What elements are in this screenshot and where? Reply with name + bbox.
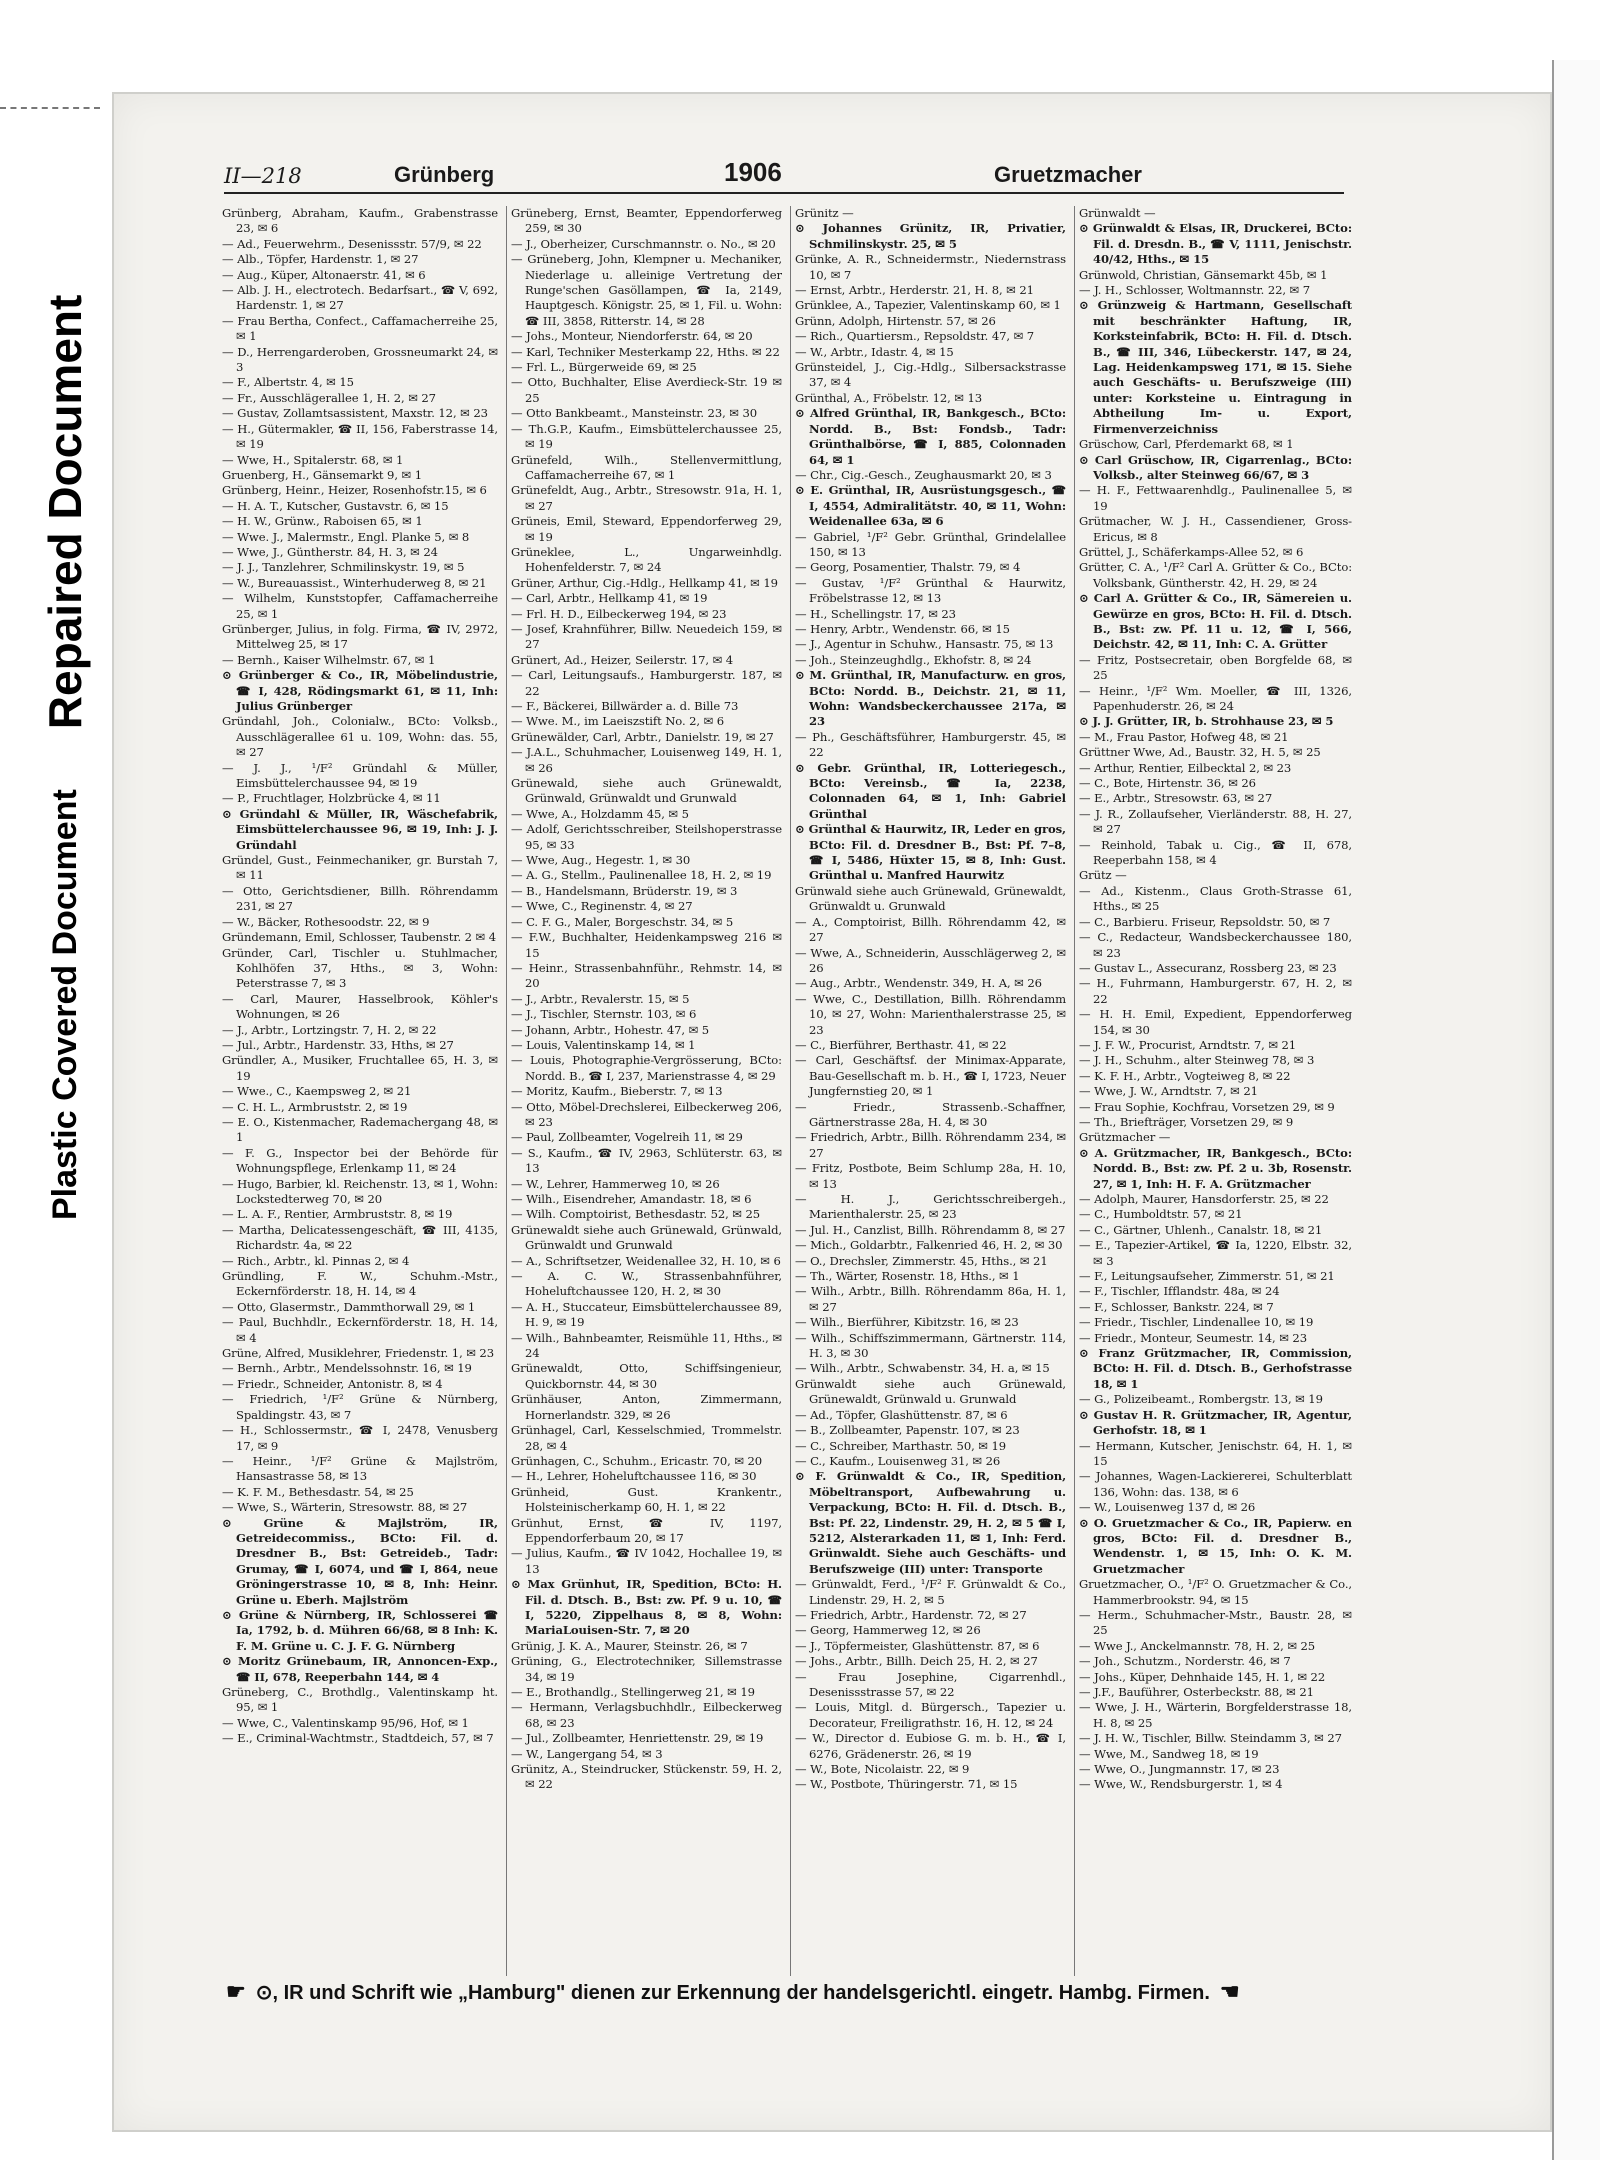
directory-entry: — Georg, Posamentier, Thalstr. 79, ✉ 4: [795, 560, 1021, 575]
directory-entry: — Johannes, Wagen-Lackiererei, Schulterblatt 136, Wohn: das. 138, ✉ 6: [1079, 1469, 1352, 1499]
directory-page: [112, 92, 1552, 2132]
directory-entry: — F., Leitungsaufseher, Zimmerstr. 51, ✉ 21: [1079, 1269, 1335, 1284]
directory-entry: — Grünwaldt, Ferd., ¹/F² F. Grünwaldt & Co., Lindenstr. 29, H. 2, ✉ 5: [795, 1577, 1066, 1607]
directory-entry: — Wwe., C., Kaempsweg 2, ✉ 21: [222, 1084, 412, 1099]
directory-entry: — Friedrich, ¹/F² Grüne & Nürnberg, Spaldingstr. 43, ✉ 7: [222, 1392, 498, 1422]
directory-entry: ⊙ E. Grünthal, IR, Ausrüstungsgesch., ☎ I, 4554, Admiralitätstr. 40, ✉ 11, Wohn: Weidenallee 63a, ✉ 6: [795, 483, 1066, 529]
directory-entry: — Ph., Geschäftsführer, Hamburgerstr. 45, ✉ 22: [795, 729, 1066, 760]
edge-dash-mark: [0, 107, 100, 109]
directory-entry: ⊙ O. Gruetzmacher & Co., IR, Papierw. en gros, BCto: Fil. d. Dresdner B., Wendenstr. 1, ✉ 15, Inh: O. K. M. Gruetzmacher: [1079, 1515, 1352, 1576]
footer-note: ⊙, IR und Schrift wie „Hamburg" dienen zur Erkennung der handelsgerichtl. eingetr. Hambg. Firmen.: [255, 1981, 1210, 2004]
directory-entry: — C., Bote, Hirtenstr. 36, ✉ 26: [1079, 776, 1256, 791]
directory-entry: Grünwaldt siehe auch Grünewald, Grünewaldt, Grünwald u. Grunwald: [795, 1376, 1066, 1407]
column-3: [790, 206, 1066, 1976]
directory-entry: — Aug., Küper, Altonaerstr. 41, ✉ 6: [222, 267, 426, 282]
directory-entry: — J., Arbtr., Revalerstr. 15, ✉ 5: [511, 991, 690, 1006]
directory-entry: — Aug., Arbtr., Wendenstr. 349, H. A, ✉ 26: [795, 976, 1042, 991]
directory-entry: — H., Fuhrmann, Hamburgerstr. 67, H. 2, ✉ 22: [1079, 976, 1352, 1006]
directory-entry: Grünefeldt, Aug., Arbtr., Stresowstr. 91a, H. 1, ✉ 27: [511, 483, 782, 513]
directory-entry: — Carl, Geschäftsf. der Minimax-Apparate, Bau-Gesellschaft m. b. H., ☎ I, 1723, Neuer Jungfernstieg 20, ✉ 1: [795, 1053, 1066, 1099]
directory-entry: — Josef, Krahnführer, Billw. Neuedeich 159, ✉ 27: [511, 621, 782, 652]
directory-entry: — Wwe, S., Wärterin, Stresowstr. 88, ✉ 27: [222, 1500, 468, 1515]
directory-entry: — Rich., Quartiersm., Repsoldstr. 47, ✉ 7: [795, 329, 1035, 344]
directory-entry: Grünberger, Julius, in folg. Firma, ☎ IV, 2972, Mittelweg 25, ✉ 17: [222, 621, 498, 652]
directory-entry: — Johs., Monteur, Niendorferstr. 64, ✉ 20: [511, 329, 753, 344]
directory-entry: Grützmacher —: [1079, 1130, 1171, 1145]
header-first-word: Grünberg: [394, 162, 495, 187]
directory-entry: — Johann, Arbtr., Hohestr. 47, ✉ 5: [511, 1022, 710, 1037]
directory-entry: — J., Tischler, Sternstr. 103, ✉ 6: [511, 1007, 697, 1022]
directory-entry: — Jul., Zollbeamter, Henriettenstr. 29, ✉ 19: [511, 1731, 764, 1746]
directory-entry: Grünheid, Gust. Krankentr., Holsteinischerkamp 60, H. 1, ✉ 22: [511, 1484, 782, 1515]
directory-entry: — W., Bäcker, Rothesoodstr. 22, ✉ 9: [222, 914, 430, 929]
page-header: [224, 154, 1344, 194]
directory-entry: Gruetzmacher, O., ¹/F² O. Gruetzmacher & Co., Hammerbrookstr. 94, ✉ 15: [1079, 1577, 1352, 1607]
directory-entry: — Wilh. Comptoirist, Bethesdastr. 52, ✉ 25: [511, 1207, 761, 1222]
directory-entry: — F., Bäckerei, Billwärder a. d. Bille 73: [511, 699, 739, 713]
directory-entry: — Jul., Arbtr., Hardenstr. 33, Hths, ✉ 27: [222, 1037, 454, 1052]
directory-entry: — C., Kaufm., Louisenweg 31, ✉ 26: [795, 1453, 1001, 1468]
directory-entry: — Frl. H. D., Eilbeckerweg 194, ✉ 23: [511, 606, 727, 621]
directory-entry: Grüning, G., Electrotechniker, Sillemstrasse 34, ✉ 19: [511, 1654, 782, 1684]
directory-entry: — Fritz, Postsecretair, oben Borgfelde 68, ✉ 25: [1079, 652, 1352, 683]
directory-entry: — P., Fruchtlager, Holzbrücke 4, ✉ 11: [222, 791, 441, 806]
header-year: 1906: [724, 157, 782, 187]
directory-entry: Grünig, J. K. A., Maurer, Steinstr. 26, ✉ 7: [511, 1638, 748, 1653]
directory-entry: — J., Oberheizer, Curschmannstr. o. No., ✉ 20: [511, 236, 776, 251]
directory-entry: — Johs., Küper, Dehnhaide 145, H. 1, ✉ 22: [1079, 1669, 1326, 1684]
directory-entry: — F., Schlosser, Bankstr. 224, ✉ 7: [1079, 1299, 1274, 1314]
directory-entry: Grütter, C. A., ¹/F² Carl A. Grütter & Co., BCto: Volksbank, Güntherstr. 42, H. 29, ✉ 24: [1079, 560, 1352, 590]
directory-entry: Grüschow, Carl, Pferdemarkt 68, ✉ 1: [1079, 437, 1294, 452]
directory-entry: Gründer, Carl, Tischler u. Stuhlmacher, Kohlhöfen 37, Hths., ✉ 3, Wohn: Peterstrasse 7, ✉ 3: [222, 945, 498, 991]
directory-entry: Grüner, Arthur, Cig.-Hdlg., Hellkamp 41, ✉ 19: [511, 575, 778, 590]
directory-entry: ⊙ A. Grützmacher, IR, Bankgesch., BCto: Nordd. B., Bst: zw. Pf. 2 u. 3b, Rosenstr. 27, ✉ 1, Inh: H. F. A. Grützmacher: [1079, 1145, 1352, 1191]
directory-entry: — J. J., ¹/F² Gründahl & Müller, Eimsbüttelerchaussee 94, ✉ 19: [222, 760, 498, 791]
directory-entry: Grüneberg, Ernst, Beamter, Eppendorferweg 259, ✉ 30: [511, 206, 782, 236]
directory-entry: — A. G., Stellm., Paulinenallee 18, H. 2, ✉ 19: [511, 868, 772, 883]
directory-entry: ⊙ Franz Grützmacher, IR, Commission, BCto: H. Fil. d. Dtsch. B., Gerhofstrasse 18, ✉ 1: [1079, 1346, 1352, 1391]
directory-entry: — Wwe, O., Jungmannstr. 17, ✉ 23: [1079, 1762, 1280, 1777]
directory-entry: — Carl, Maurer, Hasselbrook, Köhler's Wohnungen, ✉ 26: [222, 991, 498, 1022]
directory-entry: ⊙ Alfred Grünthal, IR, Bankgesch., BCto: Nordd. B., Bst: Fondsb., Tadr: Grünthalbörse, ☎ I, 885, Colonnaden 64, ✉ 1: [795, 406, 1066, 467]
directory-entry: Grüttner Wwe, Ad., Baustr. 32, H. 5, ✉ 25: [1079, 745, 1321, 760]
directory-entry: — Jul. H., Canzlist, Billh. Röhrendamm 8, ✉ 27: [795, 1222, 1066, 1237]
directory-entry: Grünwaldt —: [1079, 206, 1156, 220]
directory-entry: — Wwe, C., Valentinskamp 95/96, Hof, ✉ 1: [222, 1715, 469, 1730]
directory-entry: — Gustav, Zollamtsassistent, Maxstr. 12, ✉ 23: [222, 406, 488, 421]
directory-entry: Grüneis, Emil, Steward, Eppendorferweg 29, ✉ 19: [511, 514, 782, 544]
directory-entry: — E., Brothandlg., Stellingerweg 21, ✉ 19: [511, 1685, 755, 1699]
directory-entry: — F., Albertstr. 4, ✉ 15: [222, 375, 354, 390]
directory-entry: — Friedrich, Arbtr., Billh. Röhrendamm 234, ✉ 27: [795, 1130, 1066, 1160]
directory-entry: — Paul, Zollbeamter, Vogelreih 11, ✉ 29: [511, 1130, 743, 1145]
directory-entry: — K. F. M., Bethesdastr. 54, ✉ 25: [222, 1484, 414, 1499]
directory-entry: — Mich., Goldarbtr., Falkenried 46, H. 2, ✉ 30: [795, 1238, 1063, 1253]
directory-entry: — W., Louisenweg 137 d, ✉ 26: [1079, 1500, 1256, 1515]
directory-entry: — Martha, Delicatessengeschäft, ☎ III, 4135, Richardstr. 4a, ✉ 22: [222, 1222, 498, 1253]
directory-entry: — Karl, Techniker Mesterkamp 22, Hths. ✉ 22: [511, 344, 780, 359]
directory-entry: — L. A. F., Rentier, Armbruststr. 8, ✉ 19: [222, 1207, 453, 1222]
directory-entry: — H. F., Fettwaarenhdlg., Paulinenallee 5, ✉ 19: [1079, 483, 1352, 513]
repaired-document-label: Repaired Document: [39, 294, 91, 730]
directory-entry: ⊙ F. Grünwaldt & Co., IR, Spedition, Möbeltransport, Aufbewahrung u. Verpackung, BCto: H. Fil. d. Dtsch. B., Bst: Pf. 22, Lindenstr. 29, H. 2, ✉ 5 ☎ I, 5212, Alsterarkaden 11, ✉ 1, Inh: Ferd. Grünwaldt. Siehe auch Geschäfts- und Berufszweige (III) unter: Transporte: [795, 1469, 1066, 1576]
directory-entry: ⊙ Grünthal & Haurwitz, IR, Leder en gros, BCto: Fil. d. Dresdner B., Bst: Pf. 7–8, ☎ I, 5486, Hüxter 15, ✉ 8, Inh: Gust. Grünthal u. Manfred Haurwitz: [795, 822, 1066, 883]
directory-entry: — J. F. W., Procurist, Arndtstr. 7, ✉ 21: [1079, 1037, 1297, 1052]
directory-entry: Grütz —: [1079, 868, 1127, 883]
directory-entry: — J., Arbtr., Lortzingstr. 7, H. 2, ✉ 22: [222, 1022, 437, 1037]
directory-entry: — C., Redacteur, Wandsbeckerchaussee 180, ✉ 23: [1079, 930, 1352, 960]
pointing-hand-left-icon: ☛: [226, 1979, 246, 2004]
directory-entry: — J., Agentur in Schuhw., Hansastr. 75, ✉ 13: [795, 637, 1054, 652]
directory-entry: — Joh., Schutzm., Norderstr. 46, ✉ 7: [1079, 1654, 1291, 1669]
directory-entry: — Wilh., Bierführer, Kibitzstr. 16, ✉ 23: [795, 1315, 1019, 1330]
directory-entry: — Friedr., Tischler, Lindenallee 10, ✉ 19: [1079, 1315, 1314, 1330]
directory-entry: — G., Polizeibeamt., Rombergstr. 13, ✉ 19: [1079, 1392, 1323, 1407]
directory-entry: — F. G., Inspector bei der Behörde für Wohnungspflege, Erlenkamp 11, ✉ 24: [222, 1145, 498, 1176]
directory-entry: — J.F., Bauführer, Osterbeckstr. 88, ✉ 21: [1079, 1685, 1314, 1699]
directory-entry: — Gustav L., Assecuranz, Rossberg 23, ✉ 23: [1079, 960, 1337, 975]
directory-entry: — Wilh., Eisendreher, Amandastr. 18, ✉ 6: [511, 1192, 752, 1206]
directory-entry: — B., Zollbeamter, Papenstr. 107, ✉ 23: [795, 1423, 1020, 1438]
directory-entry: ⊙ Johannes Grünitz, IR, Privatier, Schmilinskystr. 25, ✉ 5: [795, 221, 1066, 251]
directory-entry: — Th., Briefträger, Vorsetzen 29, ✉ 9: [1079, 1114, 1294, 1129]
directory-entry: Grünthal, A., Fröbelstr. 12, ✉ 13: [795, 390, 983, 405]
directory-entry: — Herm., Schuhmacher-Mstr., Baustr. 28, ✉ 25: [1079, 1607, 1352, 1638]
directory-entry: — Hermann, Verlagsbuchhdlr., Eilbeckerweg 68, ✉ 23: [511, 1700, 782, 1730]
directory-entry: — Louis, Photographie-Vergrösserung, BCto: Nordd. B., ☎ I, 237, Marienstrasse 4, ✉ 29: [511, 1053, 782, 1083]
directory-entry: Gründemann, Emil, Schlosser, Taubenstr. 2 ✉ 4: [222, 930, 497, 945]
page-number: II—218: [224, 164, 302, 188]
directory-columns: [222, 206, 1352, 1976]
directory-entry: — Wwe, J., Güntherstr. 84, H. 3, ✉ 24: [222, 544, 438, 559]
directory-entry: — M., Frau Pastor, Hofweg 48, ✉ 21: [1079, 729, 1289, 744]
directory-entry: — J. H., Schuhm., alter Steinweg 78, ✉ 3: [1079, 1053, 1315, 1068]
directory-entry: — Ad., Kistenm., Claus Groth-Strasse 61, Hths., ✉ 25: [1079, 883, 1352, 914]
directory-entry: — Adolf, Gerichtsschreiber, Steilshoperstrasse 95, ✉ 33: [511, 822, 782, 852]
directory-entry: ⊙ Gustav H. R. Grützmacher, IR, Agentur, Gerhofstr. 18, ✉ 1: [1079, 1407, 1352, 1438]
directory-entry: Grünsteidel, J., Cig.-Hdlg., Silbersackstrasse 37, ✉ 4: [795, 360, 1066, 390]
directory-entry: ⊙ Grünberger & Co., IR, Möbelindustrie, ☎ I, 428, Rödingsmarkt 61, ✉ 11, Inh: Julius Grünberger: [222, 668, 498, 713]
directory-entry: — J.A.L., Schuhmacher, Louisenweg 149, H. 1, ✉ 26: [511, 745, 782, 775]
directory-entry: — H. W., Grünw., Raboisen 65, ✉ 1: [222, 514, 423, 529]
directory-entry: — E., Criminal-Wachtmstr., Stadtdeich, 57, ✉ 7: [222, 1731, 494, 1746]
directory-entry: — D., Herrengarderoben, Grossneumarkt 24, ✉ 3: [222, 344, 498, 375]
adjacent-page-edge: [1552, 60, 1600, 2160]
column-2: [506, 206, 782, 1976]
directory-entry: — Otto, Glasermstr., Dammthorwall 29, ✉ 1: [222, 1299, 476, 1314]
directory-entry: — Friedr., Schneider, Antonistr. 8, ✉ 4: [222, 1376, 443, 1391]
directory-entry: Grünhagen, C., Schuhm., Ericastr. 70, ✉ 20: [511, 1453, 763, 1468]
directory-entry: — Otto, Gerichtsdiener, Billh. Röhrendamm 231, ✉ 27: [222, 883, 498, 914]
directory-entry: — Bernh., Kaiser Wilhelmstr. 67, ✉ 1: [222, 652, 436, 667]
directory-entry: — J. H. W., Tischler, Billw. Steindamm 3, ✉ 27: [1079, 1731, 1342, 1746]
directory-entry: — Frau Josephine, Cigarrenhdl., Desenissstrasse 57, ✉ 22: [795, 1669, 1066, 1699]
directory-entry: — Chr., Cig.-Gesch., Zeughausmarkt 20, ✉ 3: [795, 467, 1052, 482]
directory-entry: — Gustav, ¹/F² Grünthal & Haurwitz, Fröbelstrasse 12, ✉ 13: [795, 575, 1066, 606]
directory-entry: — Gabriel, ¹/F² Gebr. Grünthal, Grindelallee 150, ✉ 13: [795, 529, 1066, 559]
directory-entry: Grünwold, Christian, Gänsemarkt 45b, ✉ 1: [1079, 267, 1328, 282]
directory-entry: — J., Töpfermeister, Glashüttenstr. 87, ✉ 6: [795, 1638, 1040, 1653]
directory-entry: Gründel, Gust., Feinmechaniker, gr. Burstah 7, ✉ 11: [222, 853, 498, 883]
directory-entry: — Rich., Arbtr., kl. Pinnas 2, ✉ 4: [222, 1253, 410, 1268]
directory-entry: — F.W., Buchhalter, Heidenkampsweg 216 ✉ 15: [511, 930, 782, 960]
directory-entry: — E., Arbtr., Stresowstr. 63, ✉ 27: [1079, 791, 1273, 806]
directory-entry: Gründler, A., Musiker, Fruchtallee 65, H. 3, ✉ 19: [222, 1053, 498, 1083]
side-label: [30, 120, 100, 1220]
directory-entry: — Frau Sophie, Kochfrau, Vorsetzen 29, ✉ 9: [1079, 1099, 1335, 1114]
directory-entry: Grüneklee, L., Ungarweinhdlg. Hohenfelderstr. 7, ✉ 24: [511, 544, 782, 575]
directory-entry: Grünklee, A., Tapezier, Valentinskamp 60, ✉ 1: [795, 298, 1061, 313]
directory-entry: — Wwe, H., Spitalerstr. 68, ✉ 1: [222, 452, 404, 467]
directory-entry: — E., Tapezier-Artikel, ☎ Ia, 1220, Elbstr. 32, ✉ 3: [1079, 1238, 1352, 1268]
directory-entry: Grünhäuser, Anton, Zimmermann, Hornerlandstr. 329, ✉ 26: [511, 1392, 782, 1422]
directory-entry: — F., Tischler, Ifflandstr. 48a, ✉ 24: [1079, 1284, 1280, 1299]
directory-entry: — C., Barbieru. Friseur, Repsoldstr. 50, ✉ 7: [1079, 914, 1331, 929]
directory-entry: — Otto Bankbeamt., Mansteinstr. 23, ✉ 30: [511, 406, 758, 421]
directory-entry: Grünitz, A., Steindrucker, Stückenstr. 59, H. 2, ✉ 22: [511, 1762, 782, 1792]
directory-entry: — S., Kaufm., ☎ IV, 2963, Schlüterstr. 63, ✉ 13: [511, 1145, 782, 1176]
directory-entry: — Wilh., Arbtr., Billh. Röhrendamm 86a, H. 1, ✉ 27: [795, 1284, 1066, 1314]
directory-entry: — Th., Wärter, Rosenstr. 18, Hths., ✉ 1: [795, 1269, 1020, 1284]
directory-entry: — B., Handelsmann, Brüderstr. 19, ✉ 3: [511, 883, 738, 898]
directory-entry: — Wilh., Bahnbeamter, Reismühle 11, Hths., ✉ 24: [511, 1330, 782, 1361]
directory-entry: — Hermann, Kutscher, Jenischstr. 64, H. 1, ✉ 15: [1079, 1438, 1352, 1468]
directory-entry: — H. J., Gerichtsschreibergeh., Marienthalerstr. 25, ✉ 23: [795, 1192, 1066, 1222]
directory-entry: ⊙ Grüne & Nürnberg, IR, Schlosserei ☎ Ia, 1792, b. d. Mühren 66/68, ✉ 8 Inh: K. F. M. Grüne u. C. J. F. G. Nürnberg: [222, 1607, 498, 1653]
directory-entry: — W., Langergang 54, ✉ 3: [511, 1746, 663, 1761]
directory-entry: ⊙ J. J. Grütter, IR, b. Strohhause 23, ✉ 5: [1079, 714, 1334, 729]
directory-entry: Grünewaldt, Otto, Schiffsingenieur, Quickbornstr. 44, ✉ 30: [511, 1361, 782, 1391]
directory-entry: — Wwe, J. W., Arndtstr. 7, ✉ 21: [1079, 1084, 1258, 1099]
directory-entry: — Wwe J., Anckelmannstr. 78, H. 2, ✉ 25: [1079, 1638, 1316, 1653]
directory-entry: — Otto, Möbel-Drechslerei, Eilbeckerweg 206, ✉ 23: [511, 1099, 782, 1129]
directory-entry: — C., Humboldtstr. 57, ✉ 21: [1079, 1207, 1243, 1222]
directory-entry: — Friedr., Monteur, Seumestr. 14, ✉ 23: [1079, 1330, 1307, 1345]
directory-entry: — Louis, Valentinskamp 14, ✉ 1: [511, 1037, 696, 1052]
directory-entry: Grünn, Adolph, Hirtenstr. 57, ✉ 26: [795, 313, 996, 328]
directory-entry: — Wwe, C., Reginenstr. 4, ✉ 27: [511, 899, 693, 914]
directory-entry: Grünke, A. R., Schneidermstr., Niedernstrass 10, ✉ 7: [795, 252, 1066, 282]
directory-entry: — Carl, Leitungsaufs., Hamburgerstr. 187, ✉ 22: [511, 668, 782, 698]
directory-entry: — Wwe, Aug., Hegestr. 1, ✉ 30: [511, 853, 691, 868]
directory-entry: — W., Postbote, Thüringerstr. 71, ✉ 15: [795, 1777, 1018, 1792]
directory-entry: — Ad., Töpfer, Glashüttenstr. 87, ✉ 6: [795, 1407, 1008, 1422]
directory-entry: ⊙ Gründahl & Müller, IR, Wäschefabrik, Eimsbüttelerchaussee 96, ✉ 19, Inh: J. J. Gründahl: [222, 806, 498, 852]
directory-entry: — Moritz, Kaufm., Bieberstr. 7, ✉ 13: [511, 1084, 723, 1099]
column-4: [1074, 206, 1352, 1976]
directory-entry: — Adolph, Maurer, Hansdorferstr. 25, ✉ 22: [1079, 1192, 1329, 1206]
directory-entry: — Alb. J. H., electrotech. Bedarfsart., ☎ V, 692, Hardenstr. 1, ✉ 27: [222, 283, 498, 313]
directory-entry: — Friedrich, Arbtr., Hardenstr. 72, ✉ 27: [795, 1607, 1027, 1622]
directory-entry: — Wwe, W., Rendsburgerstr. 1, ✉ 4: [1079, 1777, 1283, 1792]
directory-entry: — O., Drechsler, Zimmerstr. 45, Hths., ✉ 21: [795, 1253, 1048, 1268]
directory-entry: — Wwe, M., Sandweg 18, ✉ 19: [1079, 1746, 1259, 1761]
directory-entry: Grüttel, J., Schäferkamps-Allee 52, ✉ 6: [1079, 544, 1304, 559]
directory-entry: — Hugo, Barbier, kl. Reichenstr. 13, ✉ 1, Wohn: Lockstedterweg 70, ✉ 20: [222, 1176, 498, 1206]
directory-entry: — H. H. Emil, Expedient, Eppendorferweg 154, ✉ 30: [1079, 1007, 1352, 1037]
directory-entry: Grüneberg, C., Brothdlg., Valentinskamp ht. 95, ✉ 1: [222, 1685, 498, 1715]
directory-entry: — Reinhold, Tabak u. Cig., ☎ II, 678, Reeperbahn 158, ✉ 4: [1079, 837, 1352, 868]
directory-entry: — Ad., Feuerwehrm., Desenissstr. 57/9, ✉ 22: [222, 236, 482, 251]
directory-entry: — C., Bierführer, Berthastr. 41, ✉ 22: [795, 1037, 1007, 1052]
directory-entry: — Paul, Buchhdlr., Eckernförderstr. 18, H. 14, ✉ 4: [222, 1315, 498, 1345]
directory-entry: — Georg, Hammerweg 12, ✉ 26: [795, 1623, 981, 1638]
directory-entry: ⊙ Carl Grüschow, IR, Cigarrenlag., BCto: Volksb., alter Steinweg 66/67, ✉ 3: [1079, 452, 1352, 482]
directory-entry: — Heinr., Strassenbahnführ., Rehmstr. 14, ✉ 20: [511, 960, 782, 991]
directory-entry: Grünhut, Ernst, ☎ IV, 1197, Eppendorferbaum 20, ✉ 17: [511, 1515, 782, 1545]
directory-entry: — A. C. W., Strassenbahnführer, Hoheluftchaussee 120, H. 2, ✉ 30: [511, 1269, 782, 1299]
directory-entry: — Wwe. J., Malermstr., Engl. Planke 5, ✉ 8: [222, 529, 470, 544]
column-1: [222, 206, 498, 1976]
directory-entry: — Fr., Ausschlägerallee 1, H. 2, ✉ 27: [222, 390, 436, 405]
directory-entry: — W., Arbtr., Idastr. 4, ✉ 15: [795, 344, 954, 359]
directory-entry: — Ernst, Arbtr., Herderstr. 21, H. 8, ✉ 21: [795, 283, 1034, 298]
directory-entry: ⊙ Gebr. Grünthal, IR, Lotteriegesch., BCto: Vereinsb., ☎ Ia, 2238, Colonnaden 64, ✉ 1, Inh: Gabriel Grünthal: [795, 760, 1066, 821]
directory-entry: — Louis, Mitgl. d. Bürgersch., Tapezier u. Decorateur, Freiligrathstr. 16, H. 12, ✉ 24: [795, 1700, 1066, 1730]
directory-entry: — Wwe, A., Schneiderin, Ausschlägerweg 2, ✉ 26: [795, 945, 1066, 975]
directory-entry: — C., Gärtner, Uhlenh., Canalstr. 18, ✉ 21: [1079, 1222, 1323, 1237]
directory-entry: Grünefeld, Wilh., Stellenvermittlung, Caffamacherreihe 67, ✉ 1: [511, 452, 782, 482]
directory-entry: Grütmacher, W. J. H., Cassendiener, Gross-Ericus, ✉ 8: [1079, 514, 1352, 544]
plastic-covered-label: Plastic Covered Document: [45, 789, 84, 1220]
directory-entry: Grüne, Alfred, Musiklehrer, Friedenstr. 1, ✉ 23: [222, 1346, 494, 1361]
directory-entry: Gründahl, Joh., Colonialw., BCto: Volksb., Ausschlägerallee 61 u. 109, Wohn: das. 55, ✉ 27: [222, 714, 498, 760]
directory-entry: Grünwald siehe auch Grünewald, Grünewaldt, Grünwaldt u. Grunwald: [795, 883, 1066, 914]
directory-entry: Grünewald, siehe auch Grünewaldt, Grünwald, Grünwaldt und Grunwald: [511, 776, 782, 806]
directory-entry: ⊙ Grünzweig & Hartmann, Gesellschaft mit beschränkter Haftung, IR, Korksteinfabrik, BCto: H. Fil. d. Dtsch. B., ☎ III, 346, Lübeckerstr. 147, ✉ 24, Lag. Heidenkampsweg 171, ✉ 15. Siehe auch Geschäfts- u. Berufszweige (III) unter: Korksteine u. Eintragung in Abtheilung Im- u. Export, Firmenverzeichniss: [1079, 298, 1352, 436]
directory-entry: — H. A. T., Kutscher, Gustavstr. 6, ✉ 15: [222, 498, 449, 513]
directory-entry: ⊙ Moritz Grünebaum, IR, Annoncen-Exp., ☎ II, 678, Reeperbahn 144, ✉ 4: [222, 1654, 498, 1684]
directory-entry: — Julius, Kaufm., ☎ IV 1042, Hochallee 19, ✉ 13: [511, 1546, 782, 1576]
directory-entry: Grünewaldt siehe auch Grünewald, Grünwald, Grünwaldt und Grunwald: [511, 1222, 782, 1253]
directory-entry: — Wwe. M., im Laeiszstift No. 2, ✉ 6: [511, 714, 725, 729]
directory-entry: — Carl, Arbtr., Hellkamp 41, ✉ 19: [511, 591, 708, 606]
directory-entry: Grünitz —: [795, 206, 854, 220]
directory-entry: — Johs., Arbtr., Billh. Deich 25, H. 2, ✉ 27: [795, 1654, 1038, 1669]
directory-entry: — W., Bote, Nicolaistr. 22, ✉ 9: [795, 1762, 970, 1777]
directory-entry: — A. H., Stuccateur, Eimsbüttelerchaussee 89, H. 9, ✉ 19: [511, 1299, 782, 1330]
directory-entry: — C. H. L., Armbruststr. 2, ✉ 19: [222, 1099, 408, 1114]
directory-entry: — W., Bureauassist., Winterhuderweg 8, ✉ 21: [222, 575, 487, 590]
directory-entry: — Heinr., ¹/F² Grüne & Majlström, Hansastrasse 58, ✉ 13: [222, 1453, 498, 1484]
directory-entry: ⊙ Grünwaldt & Elsas, IR, Druckerei, BCto: Fil. d. Dresdn. B., ☎ V, 1111, Jenischstr. 40/42, Hths., ✉ 15: [1079, 221, 1352, 267]
directory-entry: — Friedr., Strassenb.-Schaffner, Gärtnerstrasse 28a, H. 4, ✉ 30: [795, 1099, 1066, 1129]
directory-entry: Grünewälder, Carl, Arbtr., Danielstr. 19, ✉ 27: [511, 729, 774, 744]
directory-entry: ⊙ Carl A. Grütter & Co., IR, Sämereien u. Gewürze en gros, BCto: H. Fil. d. Dtsch. B., Bst: zw. Pf. 11 u. 12, ☎ I, 566, Deichstr. 42, ✉ 11, Inh: C. A. Grütter: [1079, 591, 1352, 652]
directory-entry: — H., Lehrer, Hoheluftchaussee 116, ✉ 30: [511, 1469, 757, 1484]
directory-entry: — W., Lehrer, Hammerweg 10, ✉ 26: [511, 1176, 720, 1191]
directory-entry: — Bernh., Arbtr., Mendelssohnstr. 16, ✉ 19: [222, 1361, 472, 1376]
directory-entry: — Arthur, Rentier, Eilbecktal 2, ✉ 23: [1079, 760, 1292, 775]
directory-entry: — Wilh., Schiffszimmermann, Gärtnerstr. 114, H. 3, ✉ 30: [795, 1330, 1066, 1361]
directory-entry: — J. H., Schlosser, Woltmannstr. 22, ✉ 7: [1079, 283, 1311, 298]
directory-entry: — J. R., Zollaufseher, Vierländerstr. 88, H. 27, ✉ 27: [1079, 806, 1352, 837]
directory-entry: — W., Director d. Eubiose G. m. b. H., ☎ I, 6276, Grädenerstr. 26, ✉ 19: [795, 1731, 1066, 1761]
directory-entry: Gruenberg, H., Gänsemarkt 9, ✉ 1: [222, 467, 422, 482]
directory-entry: Grünert, Ad., Heizer, Seilerstr. 17, ✉ 4: [511, 652, 734, 667]
directory-entry: — Fritz, Postbote, Beim Schlump 28a, H. 10, ✉ 13: [795, 1161, 1066, 1191]
header-last-word: Gruetzmacher: [994, 162, 1142, 187]
directory-entry: — C., Schreiber, Marthastr. 50, ✉ 19: [795, 1438, 1007, 1453]
directory-entry: — K. F. H., Arbtr., Vogteiweg 8, ✉ 22: [1079, 1068, 1291, 1083]
directory-entry: — Grüneberg, John, Klempner u. Mechaniker, Niederlage u. alleinige Vertretung der Runge'schen Gasöllampen, ☎ Ia, 2149, Hauptgesch. Königstr. 25, ✉ 1, Fil. u. Wohn: ☎ III, 3858, Ritterstr. 14, ✉ 28: [511, 252, 782, 328]
directory-entry: ⊙ Grüne & Majlström, IR, Getreidecommiss., BCto: Fil. d. Dresdner B., Bst: Getreideb., Tadr: Grumay, ☎ I, 6074, und ☎ I, 864, neue Gröningerstrasse 10, ✉ 8, Inh: Heinr. Grüne u. Eberh. Majlström: [222, 1515, 498, 1607]
directory-entry: — Wilh., Arbtr., Schwabenstr. 34, H. a, ✉ 15: [795, 1361, 1050, 1376]
directory-entry: Grünberg, Abraham, Kaufm., Grabenstrasse 23, ✉ 6: [222, 206, 498, 236]
directory-entry: — Wwe, J. H., Wärterin, Borgfelderstrasse 18, H. 8, ✉ 25: [1079, 1700, 1352, 1730]
directory-entry: — Wilhelm, Kunststopfer, Caffamacherreihe 25, ✉ 1: [222, 591, 498, 621]
directory-entry: ⊙ Max Grünhut, IR, Spedition, BCto: H. Fil. d. Dtsch. B., Bst: zw. Pf. 9 u. 10, ☎ I, 5220, Zippelhaus 8, ✉ 8, Wohn: MariaLouisen-Str. 7, ✉ 20: [511, 1577, 782, 1638]
directory-entry: — Henry, Arbtr., Wendenstr. 66, ✉ 15: [795, 621, 1010, 636]
directory-entry: — A., Comptoirist, Billh. Röhrendamm 42, ✉ 27: [795, 914, 1066, 945]
directory-entry: ⊙ M. Grünthal, IR, Manufacturw. en gros, BCto: Nordd. B., Deichstr. 21, ✉ 11, Wohn: Wandsbeckerchaussee 217a, ✉ 23: [795, 668, 1066, 729]
directory-entry: — Heinr., ¹/F² Wm. Moeller, ☎ III, 1326, Papenhuderstr. 26, ✉ 24: [1079, 683, 1352, 713]
directory-entry: — E. O., Kistenmacher, Rademachergang 48, ✉ 1: [222, 1114, 498, 1145]
directory-entry: — H., Schlossermstr., ☎ I, 2478, Venusberg 17, ✉ 9: [222, 1423, 498, 1453]
directory-entry: — Alb., Töpfer, Hardenstr. 1, ✉ 27: [222, 252, 419, 267]
directory-entry: — J. J., Tanzlehrer, Schmilinskystr. 19, ✉ 5: [222, 560, 465, 575]
directory-entry: — Frau Bertha, Confect., Caffamacherreihe 25, ✉ 1: [222, 313, 498, 344]
directory-entry: Grünberg, Heinr., Heizer, Rosenhofstr.15, ✉ 6: [222, 483, 487, 498]
pointing-hand-right-icon: ☚: [1219, 1979, 1240, 2004]
directory-entry: — Frl. L., Bürgerweide 69, ✉ 25: [511, 360, 697, 375]
directory-entry: Gründling, F. W., Schuhm.-Mstr., Eckernförderstr. 18, H. 14, ✉ 4: [222, 1269, 498, 1299]
directory-entry: — C. F. G., Maler, Borgeschstr. 34, ✉ 5: [511, 914, 734, 929]
directory-entry: — A., Schriftsetzer, Weidenallee 32, H. 10, ✉ 6: [511, 1253, 781, 1268]
directory-entry: — Otto, Buchhalter, Elise Averdieck-Str. 19 ✉ 25: [511, 375, 782, 405]
directory-entry: — Wwe, C., Destillation, Billh. Röhrendamm 10, ✉ 27, Wohn: Marienthalerstrasse 25, ✉ 23: [795, 991, 1066, 1037]
directory-entry: — H., Gütermakler, ☎ II, 156, Faberstrasse 14, ✉ 19: [222, 421, 498, 452]
directory-entry: — H., Schellingstr. 17, ✉ 23: [795, 606, 956, 621]
page-footer: [226, 1972, 1346, 2012]
directory-entry: — Joh., Steinzeughdlg., Ekhofstr. 8, ✉ 24: [795, 652, 1032, 667]
directory-entry: — Wwe, A., Holzdamm 45, ✉ 5: [511, 806, 689, 821]
directory-entry: Grünhagel, Carl, Kesselschmied, Trommelstr. 28, ✉ 4: [511, 1423, 782, 1453]
directory-entry: — Th.G.P., Kaufm., Eimsbüttelerchaussee 25, ✉ 19: [511, 421, 782, 452]
